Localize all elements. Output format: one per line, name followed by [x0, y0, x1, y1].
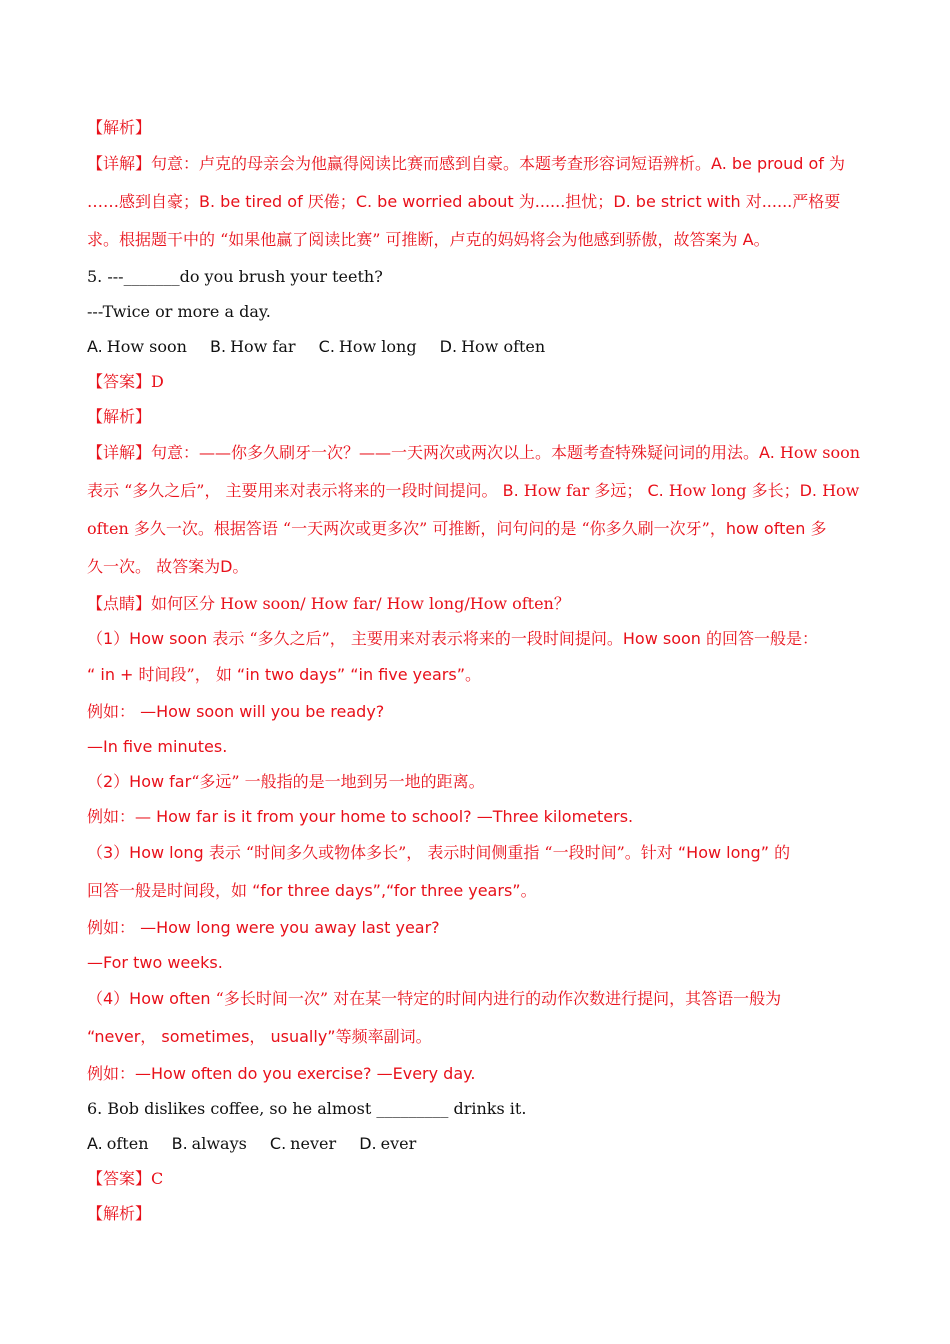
q4-detail-line-1: 【详解】句意：卢克的母亲会为他赢得阅读比赛而感到自豪。本题考查形容词短语辨析。A. be proud of 为	[87, 154, 846, 173]
note-line-13: 例如：—How often do you exercise? —Every day.	[87, 1064, 476, 1083]
q5-detail-line-2: 表示 “多久之后”， 主要用来对表示将来的一段时间提问。 B. How far 多远； C. How long 多长；D. How	[87, 481, 860, 500]
q5-option-d: D. How often	[439, 337, 546, 356]
q6-answer	[87, 1161, 867, 1196]
q6-option-d: D. ever	[359, 1134, 417, 1153]
q5-analysis-heading: 【解析】	[87, 407, 152, 426]
q5-answer-value: D	[151, 372, 164, 391]
q5-detail-label: 【详解】	[87, 443, 152, 462]
q5-tip-title: 如何区分 How soon/ How far/ How long/How often？	[151, 594, 570, 613]
note-line-1: （1）How soon 表示 “多久之后”， 主要用来对表示将来的一段时间提问。How soon 的回答一般是：	[87, 629, 819, 648]
q5-detail-line-1: 【详解】句意：——你多久刷牙一次？——一天两次或两次以上。本题考查特殊疑问词的用法。A. How soon	[87, 443, 861, 462]
q4-detail-label: 【详解】	[87, 154, 152, 173]
note-line-5: （2）How far“多远” 一般指的是一地到另一地的距离。	[87, 772, 485, 791]
q5-detail-line-3: often 多久一次。根据答语 “一天两次或更多次” 可推断，问句问的是 “你多久刷一次牙”，how often 多	[87, 519, 827, 538]
q5-options	[87, 329, 867, 364]
document-page	[87, 110, 867, 1231]
q5-tip	[87, 586, 867, 621]
q5-option-a: A. How soon	[87, 337, 187, 356]
note-line-8: 回答一般是时间段，如 “for three days”,“for three years”。	[87, 881, 537, 900]
q5-stem: 5. ---_______do you brush your teeth?	[87, 267, 383, 286]
q6-option-a: A. often	[87, 1134, 149, 1153]
q6-answer-label: 【答案】	[87, 1169, 152, 1188]
q6-option-b: B. always	[171, 1134, 247, 1153]
note-line-3: 例如： —How soon will you be ready?	[87, 702, 385, 721]
note-line-4: —In five minutes.	[87, 737, 228, 756]
note-line-7: （3）How long 表示 “时间多久或物体多长”， 表示时间侧重指 “一段时间”。针对 “How long” 的	[87, 843, 791, 862]
q5-option-c: C. How long	[318, 337, 417, 356]
q6-answer-value: C	[151, 1169, 164, 1188]
q4-analysis-heading: 【解析】	[87, 118, 152, 137]
note-line-11: （4）How often “多长时间一次” 对在某一特定的时间内进行的动作次数进行提问，其答语一般为	[87, 989, 782, 1008]
note-line-2: “ in + 时间段”， 如 “in two days” “in five years”。	[87, 665, 482, 684]
note-line-6: 例如：— How far is it from your home to school? —Three kilometers.	[87, 807, 634, 826]
note-line-9: 例如： —How long were you away last year?	[87, 918, 440, 937]
q6-options	[87, 1126, 867, 1161]
q5-tip-label: 【点睛】	[87, 594, 152, 613]
q5-option-b: B. How far	[210, 337, 296, 356]
note-line-12: “never， sometimes， usually”等频率副词。	[87, 1027, 432, 1046]
q6-analysis-heading: 【解析】	[87, 1204, 152, 1223]
note-line-10: —For two weeks.	[87, 953, 223, 972]
q5-reply: ---Twice or more a day.	[87, 302, 271, 321]
q5-answer	[87, 364, 867, 399]
q4-detail-line-3: 求。根据题干中的 “如果他赢了阅读比赛” 可推断，卢克的妈妈将会为他感到骄傲，故答案为 A。	[87, 230, 770, 249]
q5-detail-line-4: 久一次。 故答案为D。	[87, 557, 249, 576]
q5-answer-label: 【答案】	[87, 372, 152, 391]
q4-detail-line-2: ……感到自豪；B. be tired of 厌倦；C. be worried about 为......担忧；D. be strict with 对......严格要	[87, 192, 841, 211]
q6-stem: 6. Bob dislikes coffee, so he almost _________ drinks it.	[87, 1099, 527, 1118]
q6-option-c: C. never	[269, 1134, 337, 1153]
